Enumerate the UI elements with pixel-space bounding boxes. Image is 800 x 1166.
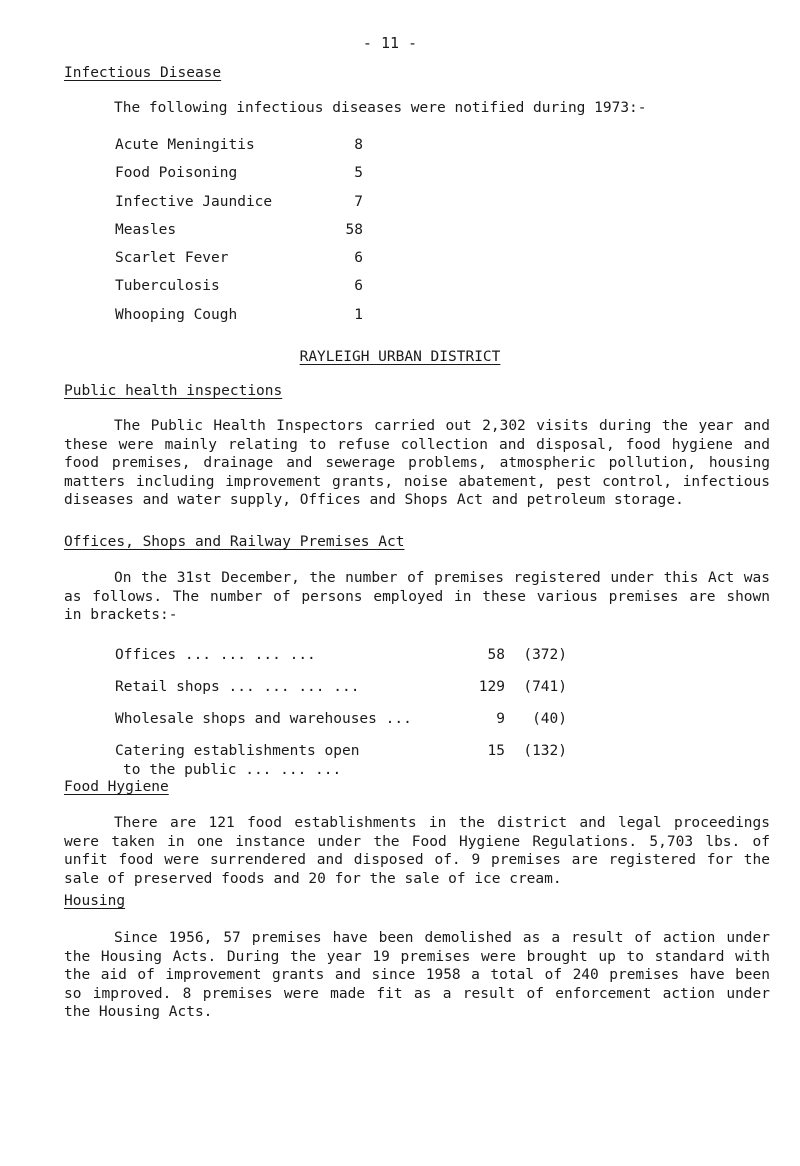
disease-row <box>115 193 363 221</box>
disease-name: Infective Jaundice <box>115 193 273 210</box>
disease-row <box>115 164 363 192</box>
disease-name: Acute Meningitis <box>115 137 255 153</box>
housing-text: Since 1956, 57 premises have been demolished as a result of action under the Housing Acts. During the year 19 premises were brought up to standard with the aid of improvement grants and since 1958 a total of 240 premises have been so improved. 8 premises were made fit as a result of enforcement action under the Housing Acts. <box>64 930 770 1020</box>
premises-name: Wholesale shops and warehouses ... <box>115 711 412 727</box>
premises-row <box>115 710 567 742</box>
premises-employed: (372) <box>523 647 567 663</box>
disease-name: Scarlet Fever <box>115 250 229 267</box>
disease-table <box>115 136 363 334</box>
public-health-paragraph <box>64 417 770 510</box>
infectious-intro <box>64 99 770 118</box>
district-heading-text: RAYLEIGH URBAN DISTRICT <box>299 349 501 365</box>
disease-row <box>115 221 363 249</box>
disease-name: Whooping Cough <box>115 306 238 323</box>
offices-paragraph <box>64 569 770 625</box>
premises-employed: (40) <box>532 711 567 727</box>
offices-heading: Offices, Shops and Railway Premises Act <box>64 534 405 550</box>
premises-name: Retail shops ... ... ... ... <box>115 679 360 695</box>
premises-employed: (132) <box>523 743 567 759</box>
housing-heading: Housing <box>64 893 126 909</box>
premises-row <box>115 678 567 710</box>
disease-row <box>115 249 363 277</box>
premises-number: 15 <box>487 743 505 759</box>
premises-row <box>115 646 567 678</box>
premises-table <box>115 646 567 782</box>
premises-name-line1: Catering establishments open <box>115 743 360 759</box>
premises-number: 129 <box>478 679 505 695</box>
disease-name: Food Poisoning <box>115 165 238 182</box>
disease-name: Measles <box>115 221 177 238</box>
premises-employed: (741) <box>523 679 567 695</box>
premises-name-line2: to the public ... ... ... <box>123 762 342 778</box>
premises-number: 58 <box>487 647 505 663</box>
disease-count: 5 <box>354 165 363 182</box>
food-hygiene-text: There are 121 food establishments in the district and legal proceedings were taken in one instance under the Food Hygiene Regulations. 5,703 lbs. of unfit food were surrendered and disposed of. 9 premises are registered for the sale of preserved foods and 20 for the sale of ice cream. <box>64 815 770 887</box>
public-health-heading: Public health inspections <box>64 383 283 399</box>
disease-count: 6 <box>354 278 363 295</box>
premises-name <box>115 742 455 782</box>
disease-row <box>115 277 363 305</box>
disease-count: 1 <box>354 306 363 323</box>
premises-row <box>115 742 567 782</box>
infectious-disease-heading: Infectious Disease <box>64 65 222 81</box>
disease-row <box>115 306 363 334</box>
public-health-text: The Public Health Inspectors carried out 2,302 visits during the year and these were mainly relating to refuse collection and disposal, food hygiene and food premises, drainage and sewerage problems, atmospheric pollution, housing matters including improvement grants, noise abatement, pest control, infectious diseases and water supply, Offices and Shops Act and petroleum storage. <box>64 418 770 508</box>
disease-count: 8 <box>354 137 363 153</box>
premises-number: 9 <box>496 711 505 727</box>
district-heading <box>0 348 800 367</box>
disease-count: 7 <box>354 193 363 210</box>
housing-paragraph <box>64 929 770 1022</box>
premises-name: Offices ... ... ... ... <box>115 647 316 663</box>
disease-count: 58 <box>345 221 363 238</box>
disease-name: Tuberculosis <box>115 278 220 295</box>
food-hygiene-heading: Food Hygiene <box>64 779 169 795</box>
disease-row <box>115 136 363 164</box>
offices-text: On the 31st December, the number of premises registered under this Act was as follows. The number of persons employed in these various premises are shown in brackets:- <box>64 570 770 623</box>
food-hygiene-paragraph <box>64 814 770 888</box>
infectious-intro-text: The following infectious diseases were notified during 1973:- <box>114 100 647 116</box>
disease-count: 6 <box>354 250 363 267</box>
page-number: - 11 - <box>362 34 418 52</box>
